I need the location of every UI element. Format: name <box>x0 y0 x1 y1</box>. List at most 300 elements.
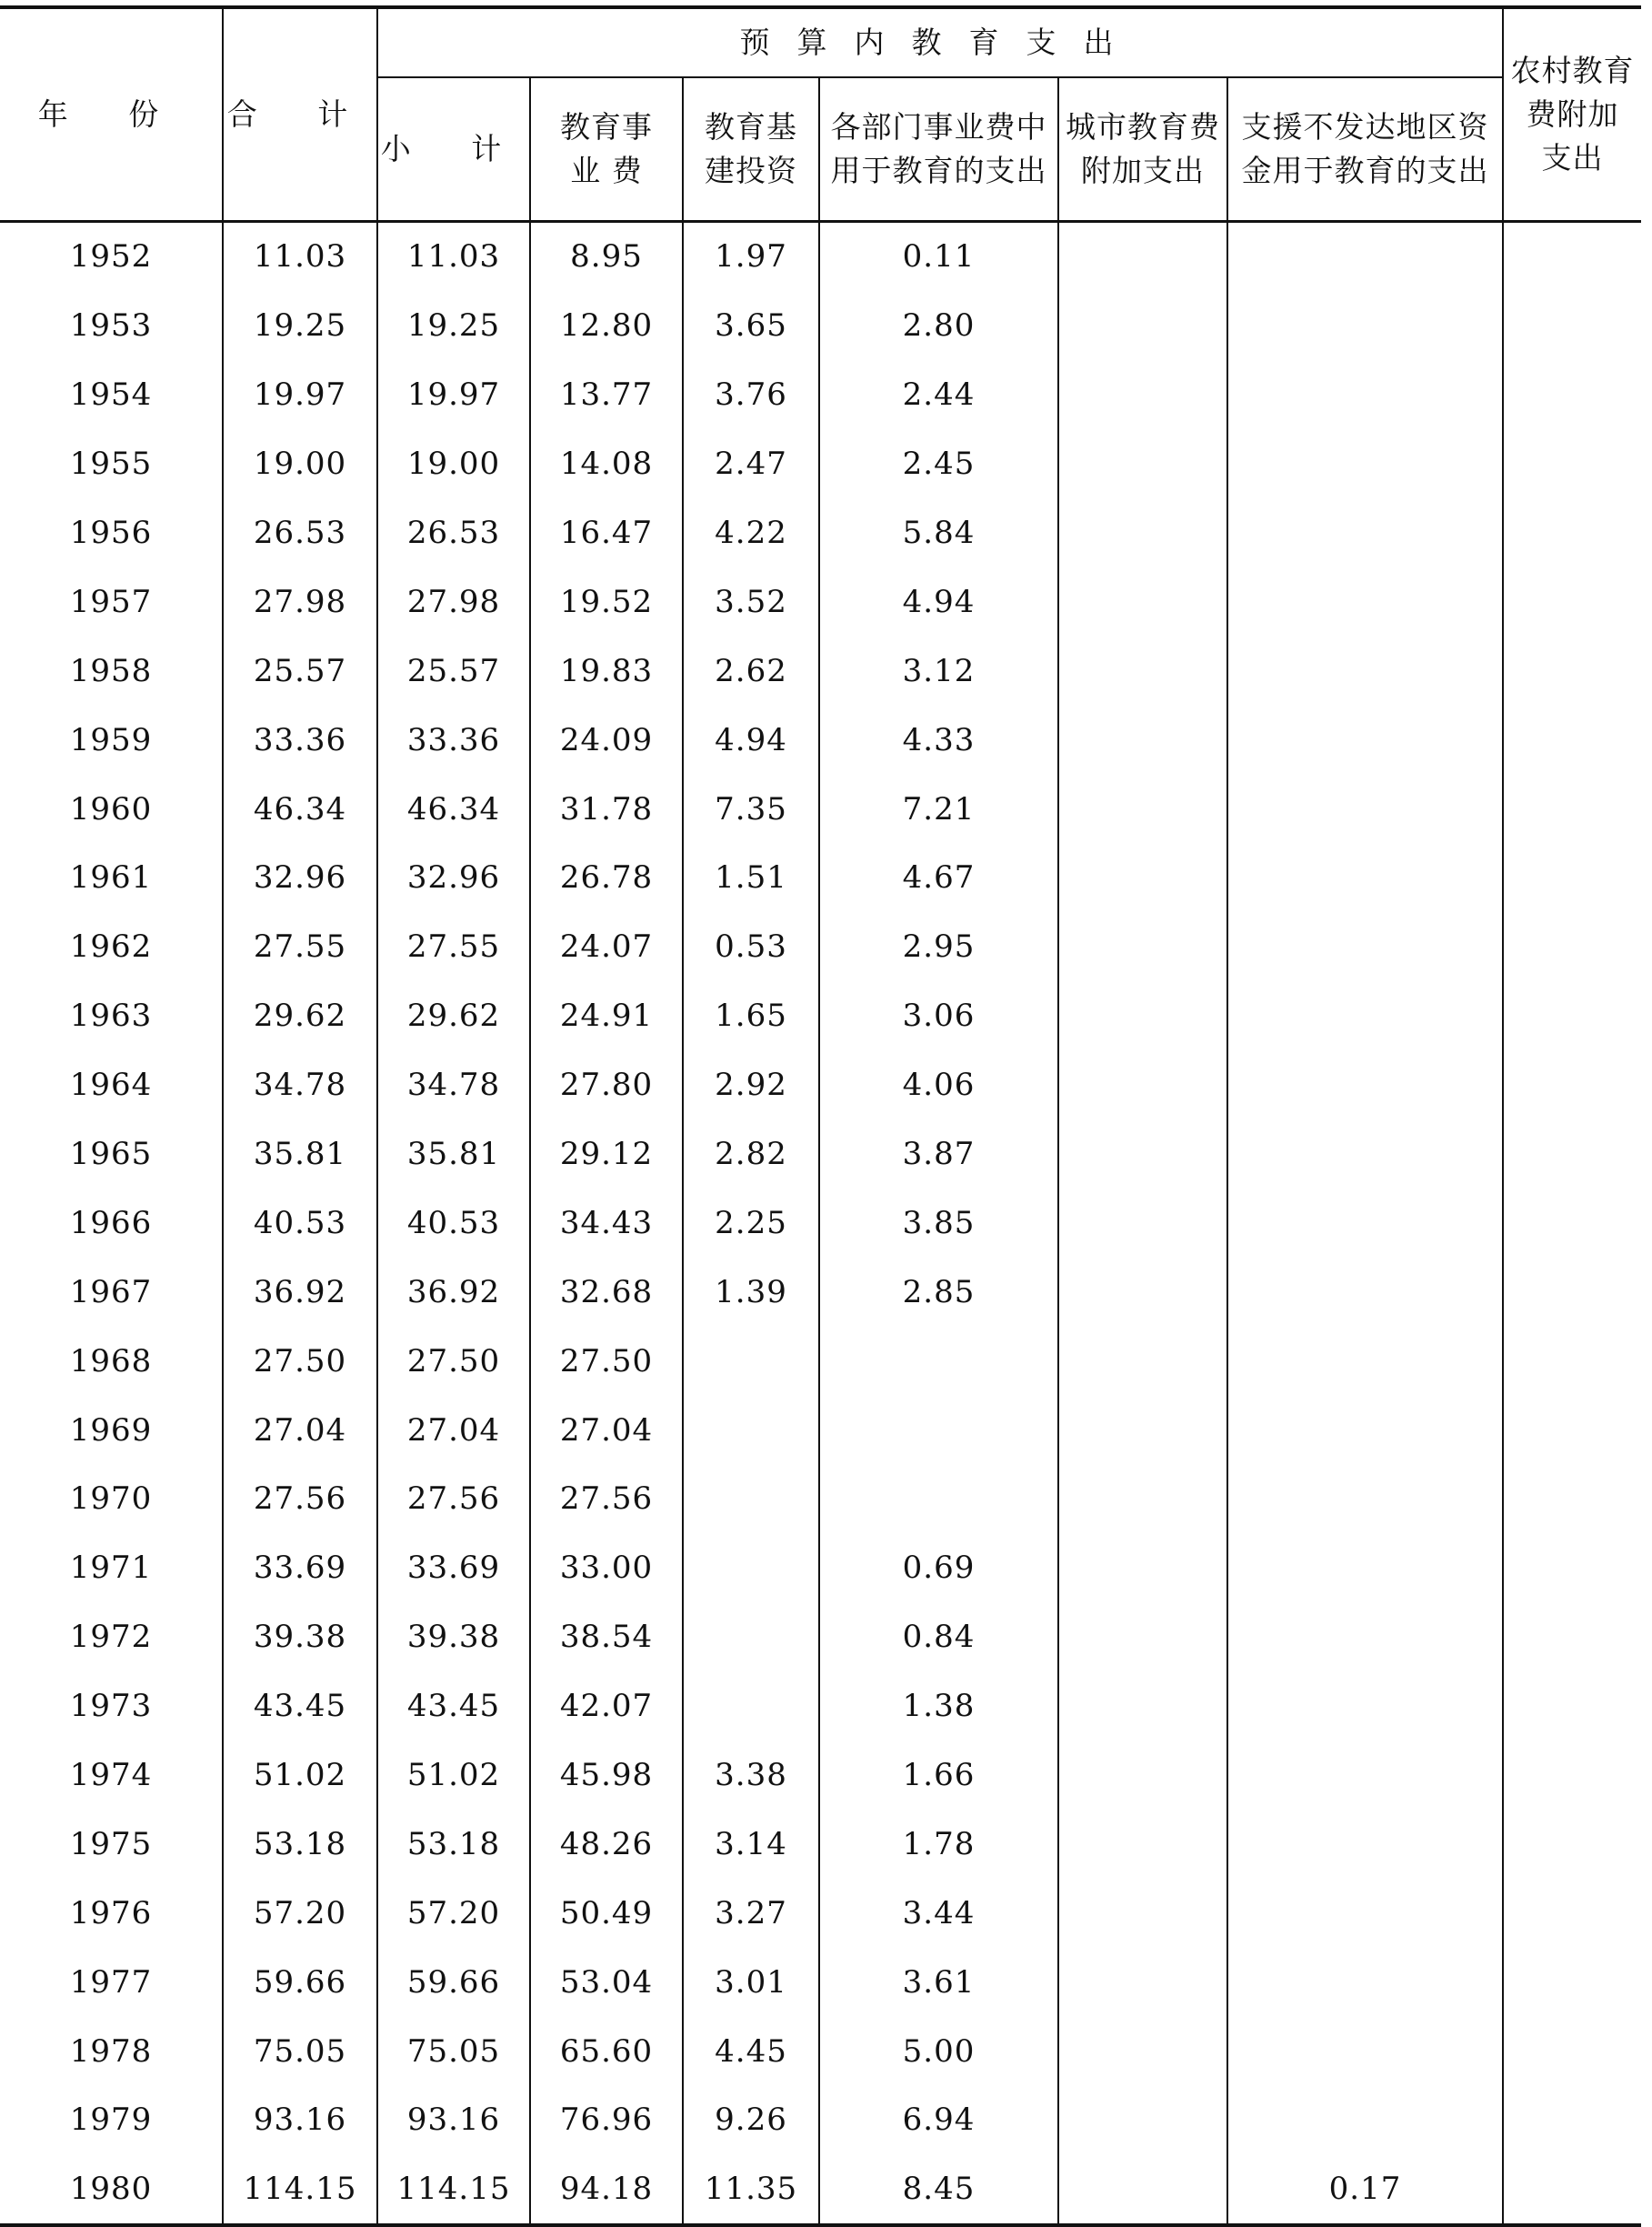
aid-fund-cell <box>1227 1258 1503 1327</box>
aid-fund-cell <box>1227 1050 1503 1119</box>
rural-surcharge-cell <box>1503 1258 1641 1327</box>
subtotal-cell: 40.53 <box>377 1189 530 1258</box>
total-cell: 19.97 <box>223 360 377 429</box>
table-row <box>0 2017 1641 2086</box>
urban-surcharge-cell <box>1058 981 1227 1050</box>
header-aid-fund <box>1227 77 1503 221</box>
subtotal-cell: 27.50 <box>377 1327 530 1396</box>
urban-surcharge-cell <box>1058 1396 1227 1465</box>
subtotal-cell: 29.62 <box>377 981 530 1050</box>
aid-fund-cell <box>1227 1948 1503 2017</box>
edu-capital-cell: 1.65 <box>683 981 819 1050</box>
header-rural-surcharge-line3: 支出 <box>1541 139 1604 176</box>
edu-operating-cell: 48.26 <box>530 1810 683 1879</box>
edu-operating-cell: 94.18 <box>530 2154 683 2225</box>
table-row <box>0 567 1641 637</box>
dept-fee-cell <box>819 1327 1058 1396</box>
edu-capital-cell: 2.92 <box>683 1050 819 1119</box>
rural-surcharge-cell <box>1503 2086 1641 2155</box>
table-row <box>0 1119 1641 1189</box>
rural-surcharge-cell <box>1503 2017 1641 2086</box>
subtotal-cell: 27.55 <box>377 912 530 981</box>
dept-fee-cell: 1.38 <box>819 1671 1058 1740</box>
year-cell: 1966 <box>69 1204 153 1241</box>
total-cell: 26.53 <box>223 498 377 567</box>
dept-fee-cell: 3.44 <box>819 1879 1058 1948</box>
total-cell: 39.38 <box>223 1602 377 1671</box>
header-budget-group: 预算内教育支出 <box>377 7 1503 77</box>
subtotal-cell: 19.00 <box>377 429 530 498</box>
rural-surcharge-cell <box>1503 1879 1641 1948</box>
aid-fund-cell <box>1227 429 1503 498</box>
table-row <box>0 360 1641 429</box>
rural-surcharge-cell <box>1503 1050 1641 1119</box>
total-cell: 27.55 <box>223 912 377 981</box>
edu-capital-cell: 2.47 <box>683 429 819 498</box>
total-cell: 36.92 <box>223 1258 377 1327</box>
header-year: 年 份 <box>0 7 223 221</box>
dept-fee-cell: 3.12 <box>819 637 1058 706</box>
table-row <box>0 2086 1641 2155</box>
urban-surcharge-cell <box>1058 291 1227 360</box>
total-cell: 25.57 <box>223 637 377 706</box>
header-edu-operating-line2: 业 费 <box>570 152 643 188</box>
total-cell: 93.16 <box>223 2086 377 2155</box>
subtotal-cell: 53.18 <box>377 1810 530 1879</box>
aid-fund-cell <box>1227 1189 1503 1258</box>
rural-surcharge-cell <box>1503 498 1641 567</box>
total-cell: 43.45 <box>223 1671 377 1740</box>
rural-surcharge-cell <box>1503 1119 1641 1189</box>
table-row <box>0 291 1641 360</box>
total-cell: 51.02 <box>223 1740 377 1810</box>
edu-capital-cell: 2.25 <box>683 1189 819 1258</box>
subtotal-cell: 75.05 <box>377 2017 530 2086</box>
aid-fund-cell <box>1227 2086 1503 2155</box>
year-cell: 1965 <box>69 1136 153 1173</box>
aid-fund-cell <box>1227 360 1503 429</box>
aid-fund-cell <box>1227 1879 1503 1948</box>
edu-capital-cell: 3.14 <box>683 1810 819 1879</box>
urban-surcharge-cell <box>1058 1465 1227 1534</box>
year-cell: 1957 <box>69 583 153 620</box>
aid-fund-cell <box>1227 775 1503 844</box>
header-edu-capital-line2: 建投资 <box>705 152 797 188</box>
dept-fee-cell: 4.33 <box>819 706 1058 775</box>
total-cell: 114.15 <box>223 2154 377 2225</box>
subtotal-cell: 19.25 <box>377 291 530 360</box>
dept-fee-cell: 2.85 <box>819 1258 1058 1327</box>
edu-capital-cell: 2.82 <box>683 1119 819 1189</box>
urban-surcharge-cell <box>1058 2086 1227 2155</box>
year-cell: 1964 <box>69 1067 153 1104</box>
urban-surcharge-cell <box>1058 637 1227 706</box>
year-cell: 1954 <box>69 376 153 414</box>
year-cell: 1976 <box>69 1894 153 1931</box>
edu-operating-cell: 27.04 <box>530 1396 683 1465</box>
urban-surcharge-cell <box>1058 2154 1227 2225</box>
subtotal-cell: 39.38 <box>377 1602 530 1671</box>
year-cell: 1967 <box>69 1273 153 1310</box>
rural-surcharge-cell <box>1503 2154 1641 2225</box>
dept-fee-cell: 2.95 <box>819 912 1058 981</box>
subtotal-cell: 27.04 <box>377 1396 530 1465</box>
education-expenditure-table <box>0 5 1641 2227</box>
rural-surcharge-cell <box>1503 1327 1641 1396</box>
urban-surcharge-cell <box>1058 1740 1227 1810</box>
dept-fee-cell: 4.94 <box>819 567 1058 637</box>
dept-fee-cell: 2.45 <box>819 429 1058 498</box>
edu-capital-cell: 4.22 <box>683 498 819 567</box>
table-row <box>0 1671 1641 1740</box>
aid-fund-cell <box>1227 981 1503 1050</box>
edu-operating-cell: 24.09 <box>530 706 683 775</box>
urban-surcharge-cell <box>1058 2017 1227 2086</box>
year-cell: 1975 <box>69 1825 153 1862</box>
header-edu-operating-line1: 教育事 <box>560 108 653 145</box>
total-cell: 19.25 <box>223 291 377 360</box>
edu-capital-cell: 4.94 <box>683 706 819 775</box>
aid-fund-cell <box>1227 291 1503 360</box>
edu-capital-cell <box>683 1396 819 1465</box>
header-subtotal: 小 计 <box>377 77 530 221</box>
dept-fee-cell: 3.06 <box>819 981 1058 1050</box>
total-cell: 29.62 <box>223 981 377 1050</box>
urban-surcharge-cell <box>1058 1327 1227 1396</box>
table-row <box>0 1602 1641 1671</box>
aid-fund-cell <box>1227 221 1503 291</box>
year-cell: 1974 <box>69 1757 153 1794</box>
urban-surcharge-cell <box>1058 567 1227 637</box>
table-row <box>0 912 1641 981</box>
year-cell: 1971 <box>69 1550 153 1587</box>
urban-surcharge-cell <box>1058 1533 1227 1602</box>
subtotal-cell: 114.15 <box>377 2154 530 2225</box>
rural-surcharge-cell <box>1503 291 1641 360</box>
aid-fund-cell <box>1227 637 1503 706</box>
dept-fee-cell: 1.66 <box>819 1740 1058 1810</box>
edu-operating-cell: 50.49 <box>530 1879 683 1948</box>
edu-capital-cell: 1.39 <box>683 1258 819 1327</box>
dept-fee-cell: 5.84 <box>819 498 1058 567</box>
table-header <box>0 7 1641 221</box>
total-cell: 32.96 <box>223 844 377 913</box>
edu-operating-cell: 12.80 <box>530 291 683 360</box>
edu-capital-cell: 3.76 <box>683 360 819 429</box>
year-cell: 1953 <box>69 307 153 345</box>
edu-operating-cell: 27.50 <box>530 1327 683 1396</box>
rural-surcharge-cell <box>1503 912 1641 981</box>
total-cell: 35.81 <box>223 1119 377 1189</box>
table-row <box>0 1327 1641 1396</box>
edu-operating-cell: 26.78 <box>530 844 683 913</box>
edu-operating-cell: 27.80 <box>530 1050 683 1119</box>
rural-surcharge-cell <box>1503 1810 1641 1879</box>
edu-capital-cell: 1.51 <box>683 844 819 913</box>
edu-operating-cell: 32.68 <box>530 1258 683 1327</box>
year-cell: 1962 <box>69 928 153 966</box>
urban-surcharge-cell <box>1058 1879 1227 1948</box>
edu-capital-cell: 11.35 <box>683 2154 819 2225</box>
aid-fund-cell <box>1227 706 1503 775</box>
subtotal-cell: 57.20 <box>377 1879 530 1948</box>
edu-capital-cell <box>683 1465 819 1534</box>
rural-surcharge-cell <box>1503 981 1641 1050</box>
total-cell: 27.56 <box>223 1465 377 1534</box>
edu-capital-cell: 3.01 <box>683 1948 819 2017</box>
urban-surcharge-cell <box>1058 221 1227 291</box>
subtotal-cell: 36.92 <box>377 1258 530 1327</box>
urban-surcharge-cell <box>1058 1671 1227 1740</box>
dept-fee-cell: 4.06 <box>819 1050 1058 1119</box>
edu-capital-cell: 4.45 <box>683 2017 819 2086</box>
urban-surcharge-cell <box>1058 360 1227 429</box>
subtotal-cell: 43.45 <box>377 1671 530 1740</box>
table-row <box>0 1465 1641 1534</box>
table-row <box>0 1879 1641 1948</box>
aid-fund-cell <box>1227 1465 1503 1534</box>
table-body <box>0 221 1641 2225</box>
rural-surcharge-cell <box>1503 637 1641 706</box>
year-cell: 1972 <box>69 1619 153 1656</box>
rural-surcharge-cell <box>1503 360 1641 429</box>
dept-fee-cell: 5.00 <box>819 2017 1058 2086</box>
edu-operating-cell: 19.83 <box>530 637 683 706</box>
year-cell: 1968 <box>69 1342 153 1379</box>
edu-operating-cell: 33.00 <box>530 1533 683 1602</box>
edu-operating-cell: 65.60 <box>530 2017 683 2086</box>
year-cell: 1961 <box>69 859 153 897</box>
edu-operating-cell: 27.56 <box>530 1465 683 1534</box>
table-row <box>0 498 1641 567</box>
aid-fund-cell <box>1227 1602 1503 1671</box>
year-cell: 1956 <box>69 515 153 551</box>
urban-surcharge-cell <box>1058 775 1227 844</box>
header-aid-fund-line2: 金用于教育的支出 <box>1241 152 1489 188</box>
edu-capital-cell: 3.38 <box>683 1740 819 1810</box>
edu-operating-cell: 42.07 <box>530 1671 683 1740</box>
edu-operating-cell: 29.12 <box>530 1119 683 1189</box>
total-cell: 33.69 <box>223 1533 377 1602</box>
year-cell: 1963 <box>69 998 153 1035</box>
dept-fee-cell: 8.45 <box>819 2154 1058 2225</box>
table-row <box>0 429 1641 498</box>
edu-capital-cell: 1.97 <box>683 221 819 291</box>
year-cell: 1960 <box>69 790 153 828</box>
dept-fee-cell: 3.61 <box>819 1948 1058 2017</box>
edu-capital-cell <box>683 1327 819 1396</box>
header-urban-surcharge <box>1058 77 1227 221</box>
edu-operating-cell: 16.47 <box>530 498 683 567</box>
rural-surcharge-cell <box>1503 1465 1641 1534</box>
edu-operating-cell: 34.43 <box>530 1189 683 1258</box>
edu-capital-cell: 2.62 <box>683 637 819 706</box>
edu-operating-cell: 31.78 <box>530 775 683 844</box>
rural-surcharge-cell <box>1503 221 1641 291</box>
year-cell: 1952 <box>69 238 153 276</box>
dept-fee-cell <box>819 1465 1058 1534</box>
edu-operating-cell: 38.54 <box>530 1602 683 1671</box>
aid-fund-cell <box>1227 1671 1503 1740</box>
subtotal-cell: 35.81 <box>377 1119 530 1189</box>
header-urban-surcharge-line1: 城市教育费 <box>1066 108 1220 145</box>
rural-surcharge-cell <box>1503 775 1641 844</box>
edu-operating-cell: 8.95 <box>530 221 683 291</box>
urban-surcharge-cell <box>1058 1050 1227 1119</box>
subtotal-cell: 27.98 <box>377 567 530 637</box>
subtotal-cell: 19.97 <box>377 360 530 429</box>
dept-fee-cell: 3.87 <box>819 1119 1058 1189</box>
rural-surcharge-cell <box>1503 429 1641 498</box>
dept-fee-cell <box>819 1396 1058 1465</box>
header-dept-fee-line1: 各部门事业费中 <box>830 108 1047 145</box>
urban-surcharge-cell <box>1058 912 1227 981</box>
year-cell: 1969 <box>69 1411 153 1449</box>
header-total: 合 计 <box>223 7 377 221</box>
year-cell: 1959 <box>69 721 153 758</box>
subtotal-cell: 33.69 <box>377 1533 530 1602</box>
total-cell: 34.78 <box>223 1050 377 1119</box>
edu-capital-cell: 7.35 <box>683 775 819 844</box>
total-cell: 27.50 <box>223 1327 377 1396</box>
edu-capital-cell: 3.27 <box>683 1879 819 1948</box>
dept-fee-cell: 1.78 <box>819 1810 1058 1879</box>
edu-operating-cell: 24.91 <box>530 981 683 1050</box>
year-cell: 1973 <box>69 1688 153 1725</box>
aid-fund-cell <box>1227 1810 1503 1879</box>
edu-capital-cell: 3.52 <box>683 567 819 637</box>
edu-operating-cell: 13.77 <box>530 360 683 429</box>
header-aid-fund-line1: 支援不发达地区资 <box>1241 108 1489 145</box>
dept-fee-cell: 6.94 <box>819 2086 1058 2155</box>
urban-surcharge-cell <box>1058 706 1227 775</box>
year-cell: 1980 <box>0 2154 223 2225</box>
total-cell: 59.66 <box>223 1948 377 2017</box>
urban-surcharge-cell <box>1058 1119 1227 1189</box>
edu-capital-cell <box>683 1533 819 1602</box>
subtotal-cell: 46.34 <box>377 775 530 844</box>
edu-capital-cell <box>683 1671 819 1740</box>
total-cell: 11.03 <box>223 221 377 291</box>
total-cell: 40.53 <box>223 1189 377 1258</box>
edu-operating-cell: 45.98 <box>530 1740 683 1810</box>
rural-surcharge-cell <box>1503 1396 1641 1465</box>
table-row <box>0 844 1641 913</box>
dept-fee-cell: 0.84 <box>819 1602 1058 1671</box>
header-dept-fee <box>819 77 1058 221</box>
dept-fee-cell: 2.80 <box>819 291 1058 360</box>
edu-capital-cell <box>683 1602 819 1671</box>
header-edu-operating <box>530 77 683 221</box>
rural-surcharge-cell <box>1503 1602 1641 1671</box>
aid-fund-cell <box>1227 498 1503 567</box>
table-row <box>0 706 1641 775</box>
rural-surcharge-cell <box>1503 1740 1641 1810</box>
rural-surcharge-cell <box>1503 706 1641 775</box>
subtotal-cell: 34.78 <box>377 1050 530 1119</box>
table-row <box>0 1258 1641 1327</box>
dept-fee-cell: 4.67 <box>819 844 1058 913</box>
edu-operating-cell: 24.07 <box>530 912 683 981</box>
year-cell: 1955 <box>69 446 153 483</box>
urban-surcharge-cell <box>1058 1258 1227 1327</box>
total-cell: 27.98 <box>223 567 377 637</box>
header-dept-fee-line2: 用于教育的支出 <box>830 152 1047 188</box>
subtotal-cell: 93.16 <box>377 2086 530 2155</box>
aid-fund-cell <box>1227 1740 1503 1810</box>
aid-fund-cell: 0.17 <box>1227 2154 1503 2225</box>
year-cell: 1970 <box>69 1480 153 1518</box>
edu-operating-cell: 53.04 <box>530 1948 683 2017</box>
header-rural-surcharge-line2: 费附加 <box>1526 95 1619 132</box>
table-row <box>0 1948 1641 2017</box>
subtotal-cell: 11.03 <box>377 221 530 291</box>
total-cell: 75.05 <box>223 2017 377 2086</box>
table-row <box>0 1050 1641 1119</box>
table-row <box>0 775 1641 844</box>
aid-fund-cell <box>1227 844 1503 913</box>
dept-fee-cell: 2.44 <box>819 360 1058 429</box>
year-cell: 1978 <box>69 2032 153 2070</box>
year-cell: 1977 <box>69 1963 153 2001</box>
rural-surcharge-cell <box>1503 1948 1641 2017</box>
table-row <box>0 981 1641 1050</box>
total-cell: 19.00 <box>223 429 377 498</box>
urban-surcharge-cell <box>1058 1602 1227 1671</box>
rural-surcharge-cell <box>1503 1189 1641 1258</box>
aid-fund-cell <box>1227 1396 1503 1465</box>
urban-surcharge-cell <box>1058 498 1227 567</box>
urban-surcharge-cell <box>1058 1948 1227 2017</box>
urban-surcharge-cell <box>1058 1810 1227 1879</box>
total-cell: 33.36 <box>223 706 377 775</box>
table-row <box>0 1396 1641 1465</box>
rural-surcharge-cell <box>1503 844 1641 913</box>
total-cell: 27.04 <box>223 1396 377 1465</box>
table-row <box>0 1533 1641 1602</box>
subtotal-cell: 32.96 <box>377 844 530 913</box>
aid-fund-cell <box>1227 1533 1503 1602</box>
header-rural-surcharge <box>1503 7 1641 221</box>
table-row <box>0 637 1641 706</box>
subtotal-cell: 27.56 <box>377 1465 530 1534</box>
table-row <box>0 221 1641 291</box>
header-edu-capital <box>683 77 819 221</box>
header-rural-surcharge-line1: 农村教育 <box>1510 52 1635 88</box>
edu-capital-cell: 0.53 <box>683 912 819 981</box>
total-cell: 53.18 <box>223 1810 377 1879</box>
subtotal-cell: 59.66 <box>377 1948 530 2017</box>
table-row <box>0 1740 1641 1810</box>
aid-fund-cell <box>1227 1327 1503 1396</box>
rural-surcharge-cell <box>1503 567 1641 637</box>
subtotal-cell: 51.02 <box>377 1740 530 1810</box>
rural-surcharge-cell <box>1503 1533 1641 1602</box>
urban-surcharge-cell <box>1058 1189 1227 1258</box>
urban-surcharge-cell <box>1058 844 1227 913</box>
edu-operating-cell: 76.96 <box>530 2086 683 2155</box>
subtotal-cell: 33.36 <box>377 706 530 775</box>
aid-fund-cell <box>1227 2017 1503 2086</box>
subtotal-cell: 25.57 <box>377 637 530 706</box>
table-row <box>0 1189 1641 1258</box>
table-row <box>0 1810 1641 1879</box>
edu-operating-cell: 19.52 <box>530 567 683 637</box>
header-edu-capital-line1: 教育基 <box>705 108 797 145</box>
dept-fee-cell: 3.85 <box>819 1189 1058 1258</box>
total-cell: 46.34 <box>223 775 377 844</box>
rural-surcharge-cell <box>1503 1671 1641 1740</box>
